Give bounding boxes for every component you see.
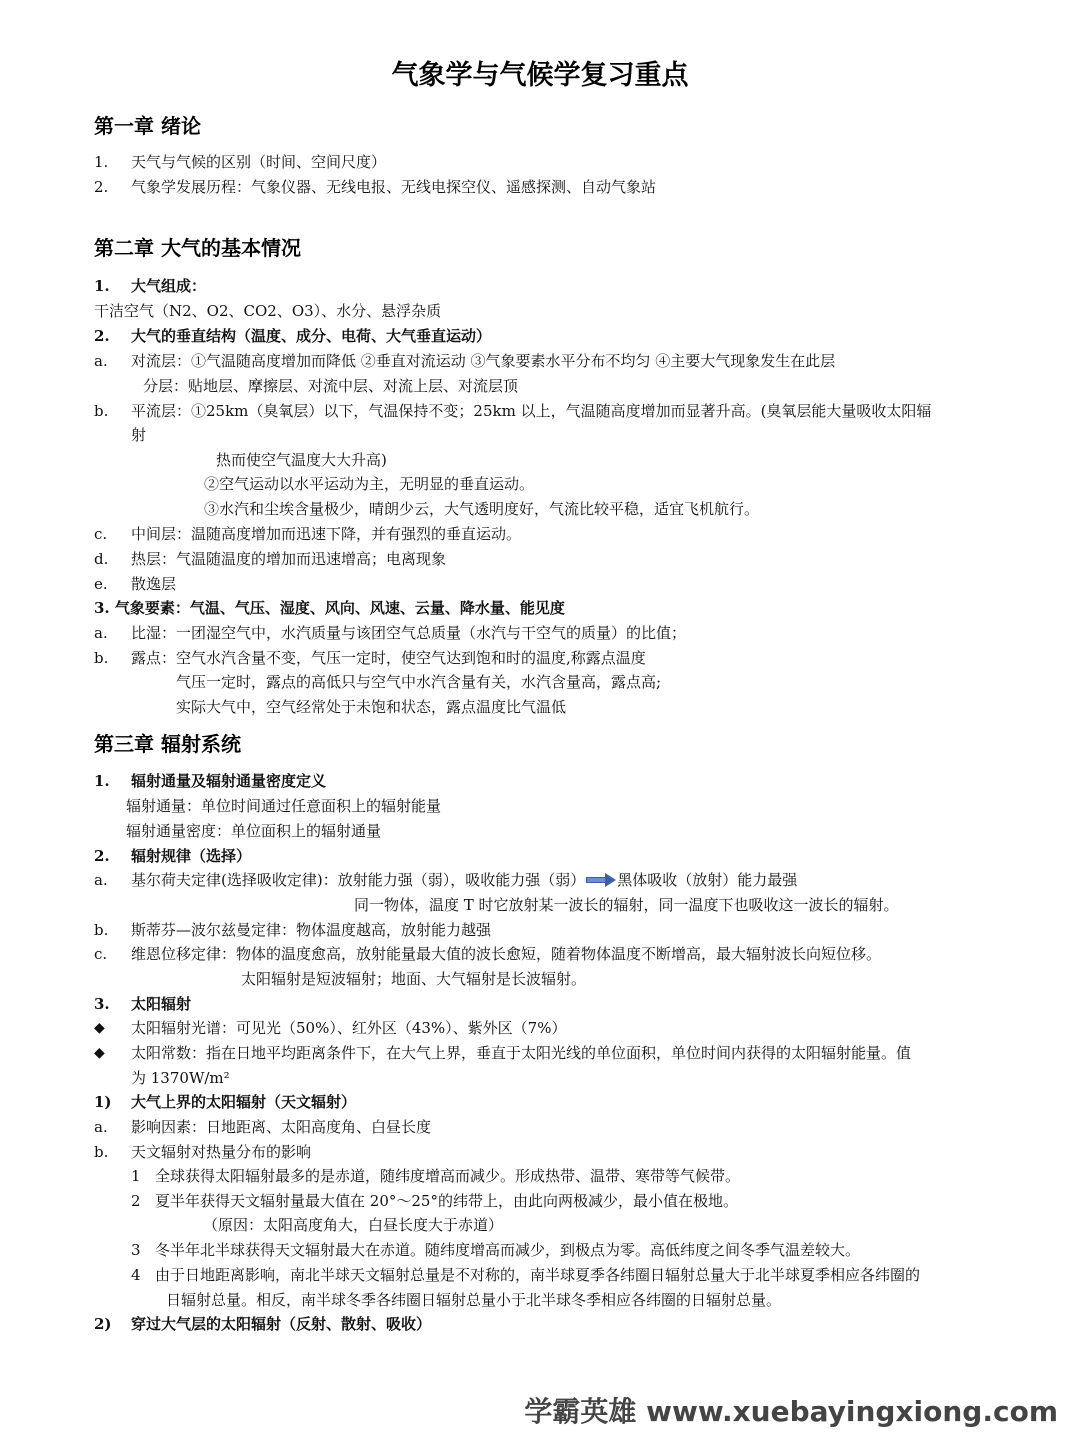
ch3-section-3-title [94, 994, 994, 1014]
ch3-p1-n3-text: 冬半年北半球获得天文辐射最大在赤道。随纬度增高而减少，到极点为零。高低纬度之间冬季气温差较大。 [155, 1241, 861, 1259]
document-title: 气象学与气候学复习重点 [391, 60, 689, 91]
ch2-s2-b-cont: 热而使空气温度大大升高) [216, 451, 387, 469]
ch3-s1-line-1: 辐射通量：单位时间通过任意面积上的辐射能量 [126, 797, 442, 815]
ch2-s2-a-sub: 分层：贴地层、摩擦层、对流中层、对流上层、对流层顶 [143, 377, 519, 395]
ch1-item-1-number: 1. [94, 153, 109, 171]
ch3-s3-bullet-1-text: 太阳辐射光谱：可见光（50%）、红外区（43%）、紫外区（7%） [131, 1019, 567, 1037]
ch3-p1-n4-wrap: 日辐射总量。相反，南半球冬季各纬圈日辐射总量小于北半球冬季相应各纬圈的日辐射总量。 [166, 1291, 782, 1309]
ch2-s1-title-text: 大气组成： [131, 277, 207, 295]
ch2-s2-item-b [94, 401, 994, 421]
ch2-s2-item-e [94, 574, 994, 594]
ch3-p1-a-text: 影响因素：日地距离、太阳高度角、白昼长度 [131, 1118, 432, 1136]
chapter-3-heading: 第三章 辐射系统 [94, 732, 241, 756]
ch2-s2-item-c [94, 524, 994, 544]
ch3-s2-item-c [94, 944, 994, 964]
ch2-s2-a-mark: a. [94, 352, 108, 370]
ch3-s3-bullet-2 [94, 1043, 994, 1063]
ch1-item-2-number: 2. [94, 178, 109, 196]
ch2-s2-e-mark: e. [94, 575, 108, 593]
ch3-p1-b-text: 天文辐射对热量分布的影响 [131, 1143, 312, 1161]
ch3-part-2-title [94, 1314, 994, 1334]
ch3-s2-number: 2. [94, 847, 110, 865]
ch3-s2-a-mark: a. [94, 871, 108, 889]
ch3-p1-a-mark: a. [94, 1118, 108, 1136]
ch3-s2-b-mark: b. [94, 921, 109, 939]
ch3-p2-number: 2) [94, 1315, 112, 1333]
ch3-s2-title-text: 辐射规律（选择） [131, 847, 252, 865]
ch3-section-1-title [94, 771, 994, 791]
ch3-p1-n3-number: 3 [131, 1241, 141, 1259]
ch3-p1-n1-text: 全球获得太阳辐射最多的是赤道，随纬度增高而减少。形成热带、温带、寒带等气候带。 [155, 1167, 741, 1185]
ch3-s1-number: 1. [94, 772, 110, 790]
ch2-s2-item-a [94, 351, 994, 371]
ch3-s2-c-mark: c. [94, 945, 108, 963]
ch3-p1-n4-text: 由于日地距离影响，南北半球天文辐射总量是不对称的，南半球夏季各纬圈日辐射总量大于北半球夏季相应各纬圈的 [155, 1266, 921, 1284]
ch2-s3-b-line-2: 气压一定时，露点的高低只与空气中水汽含量有关，水汽含量高，露点高; [176, 673, 662, 691]
ch3-p1-n4-number: 4 [131, 1266, 141, 1284]
ch2-s3-a-text: 比湿：一团湿空气中，水汽质量与该团空气总质量（水汽与干空气的质量）的比值； [131, 624, 687, 642]
ch2-s3-a-mark: a. [94, 624, 108, 642]
watermark: 学霸英雄 www.xuebayingxiong.com [524, 1395, 1058, 1428]
ch2-s2-d-text: 热层：气温随温度的增加而迅速增高；电离现象 [131, 550, 447, 568]
ch3-s2-item-a [94, 870, 994, 890]
ch2-s2-b-text: 平流层：①25km（臭氧层）以下，气温保持不变；25km 以上，气温随高度增加而显著升高。(臭氧层能大量吸收太阳辐 [131, 402, 932, 420]
ch2-section-1-title [94, 276, 994, 296]
ch2-s2-a-text: 对流层：①气温随高度增加而降低 ②垂直对流运动 ③气象要素水平分布不均匀 ④主要大气现象发生在此层 [131, 352, 836, 370]
ch2-s2-b-point-2: ②空气运动以水平运动为主，无明显的垂直运动。 [204, 475, 535, 493]
ch2-s3-b-text: 露点：空气水汽含量不变，气压一定时，使空气达到饱和时的温度,称露点温度 [131, 649, 646, 667]
chapter-2-heading: 第二章 大气的基本情况 [94, 236, 301, 260]
ch3-p2-title-text: 穿过大气层的太阳辐射（反射、散射、吸收） [131, 1315, 432, 1333]
ch3-s2-a-cont: 同一物体，温度 T 时它放射某一波长的辐射，同一温度下也吸收这一波长的辐射。 [354, 896, 899, 914]
ch3-p1-item-a [94, 1117, 994, 1137]
ch3-s3-bullet-1 [94, 1018, 994, 1038]
ch3-section-2-title [94, 846, 994, 866]
ch3-s2-c-text: 维恩位移定律：物体的温度愈高，放射能量最大值的波长愈短，随着物体温度不断增高，最大辐射波长向短位移。 [131, 945, 882, 963]
ch3-s3-bullet-2-text: 太阳常数：指在日地平均距离条件下，在大气上界，垂直于太阳光线的单位面积，单位时间内获得的太阳辐射能量。值 [131, 1044, 912, 1062]
ch3-s3-number: 3. [94, 995, 110, 1013]
ch2-s2-b-point-3: ③水汽和尘埃含量极少，晴朗少云，大气透明度好，气流比较平稳，适宜飞机航行。 [204, 500, 760, 518]
ch3-s2-a-pre: 基尔荷夫定律(选择吸收定律)：放射能力强（弱），吸收能力强（弱） [131, 871, 586, 889]
ch2-s1-number: 1. [94, 277, 110, 295]
ch2-s3-item-b [94, 648, 994, 668]
chapter-1-heading: 第一章 绪论 [94, 114, 201, 138]
ch3-s1-line-2: 辐射通量密度：单位面积上的辐射通量 [126, 822, 382, 840]
ch2-s3-b-line-3: 实际大气中，空气经常处于未饱和状态，露点温度比气温低 [176, 698, 567, 716]
ch3-p1-item-b [94, 1142, 994, 1162]
ch3-p1-b-mark: b. [94, 1143, 109, 1161]
ch2-s2-number: 2. [94, 327, 110, 345]
ch3-p1-numbered-1 [131, 1166, 1011, 1186]
ch3-p1-n2-note: （原因：太阳高度角大，白昼长度大于赤道） [203, 1216, 504, 1234]
ch3-s2-b-text: 斯蒂芬—波尔兹曼定律：物体温度越高，放射能力越强 [131, 921, 492, 939]
ch3-s2-a-post: 黑体吸收（放射）能力最强 [617, 871, 798, 889]
ch3-s2-item-b [94, 920, 994, 940]
ch2-s2-c-text: 中间层：温随高度增加而迅速下降，并有强烈的垂直运动。 [131, 525, 522, 543]
ch2-s2-b-mark: b. [94, 402, 109, 420]
ch1-item-2-text: 气象学发展历程：气象仪器、无线电报、无线电探空仪、遥感探测、自动气象站 [131, 178, 657, 196]
ch2-s3-b-mark: b. [94, 649, 109, 667]
ch3-s1-title-text: 辐射通量及辐射通量密度定义 [131, 772, 327, 790]
ch2-s2-e-text: 散逸层 [131, 575, 177, 593]
ch2-section-2-title [94, 326, 994, 346]
ch2-s3-item-a [94, 623, 994, 643]
ch2-s2-b-wrap: 射 [131, 426, 147, 444]
ch3-part-1-title [94, 1092, 994, 1112]
ch3-s3-title-text: 太阳辐射 [131, 995, 192, 1013]
ch2-s2-d-mark: d. [94, 550, 109, 568]
ch2-s2-item-d [94, 549, 994, 569]
ch3-p1-numbered-2 [131, 1191, 1011, 1211]
diamond-bullet-icon: ◆ [94, 1045, 105, 1061]
ch2-s2-c-mark: c. [94, 525, 108, 543]
ch3-p1-n1-number: 1 [131, 1167, 141, 1185]
ch3-p1-n2-number: 2 [131, 1192, 141, 1210]
ch1-item-1-text: 天气与气候的区别（时间、空间尺度） [131, 153, 387, 171]
ch3-p1-title-text: 大气上界的太阳辐射（天文辐射） [131, 1093, 357, 1111]
diamond-bullet-icon: ◆ [94, 1020, 105, 1036]
ch2-s1-body: 干洁空气（N2、O2、CO2、O3）、水分、悬浮杂质 [94, 302, 442, 320]
ch3-p1-numbered-3 [131, 1240, 1011, 1260]
ch2-section-3-title: 3. 气象要素：气温、气压、湿度、风向、风速、云量、降水量、能见度 [94, 599, 565, 617]
ch1-item-1 [94, 152, 994, 172]
right-arrow-icon [586, 874, 616, 886]
ch1-item-2 [94, 177, 994, 197]
ch3-s3-bullet-2-wrap: 为 1370W/m² [131, 1069, 230, 1087]
ch3-s2-c-cont: 太阳辐射是短波辐射；地面、大气辐射是长波辐射。 [241, 970, 587, 988]
ch2-s2-title-text: 大气的垂直结构（温度、成分、电荷、大气垂直运动） [131, 327, 492, 345]
ch3-p1-n2-text: 夏半年获得天文辐射量最大值在 20°～25°的纬带上，由此向两极减少，最小值在极地。 [155, 1192, 738, 1210]
ch3-p1-number: 1) [94, 1093, 112, 1111]
ch3-p1-numbered-4 [131, 1265, 1011, 1285]
